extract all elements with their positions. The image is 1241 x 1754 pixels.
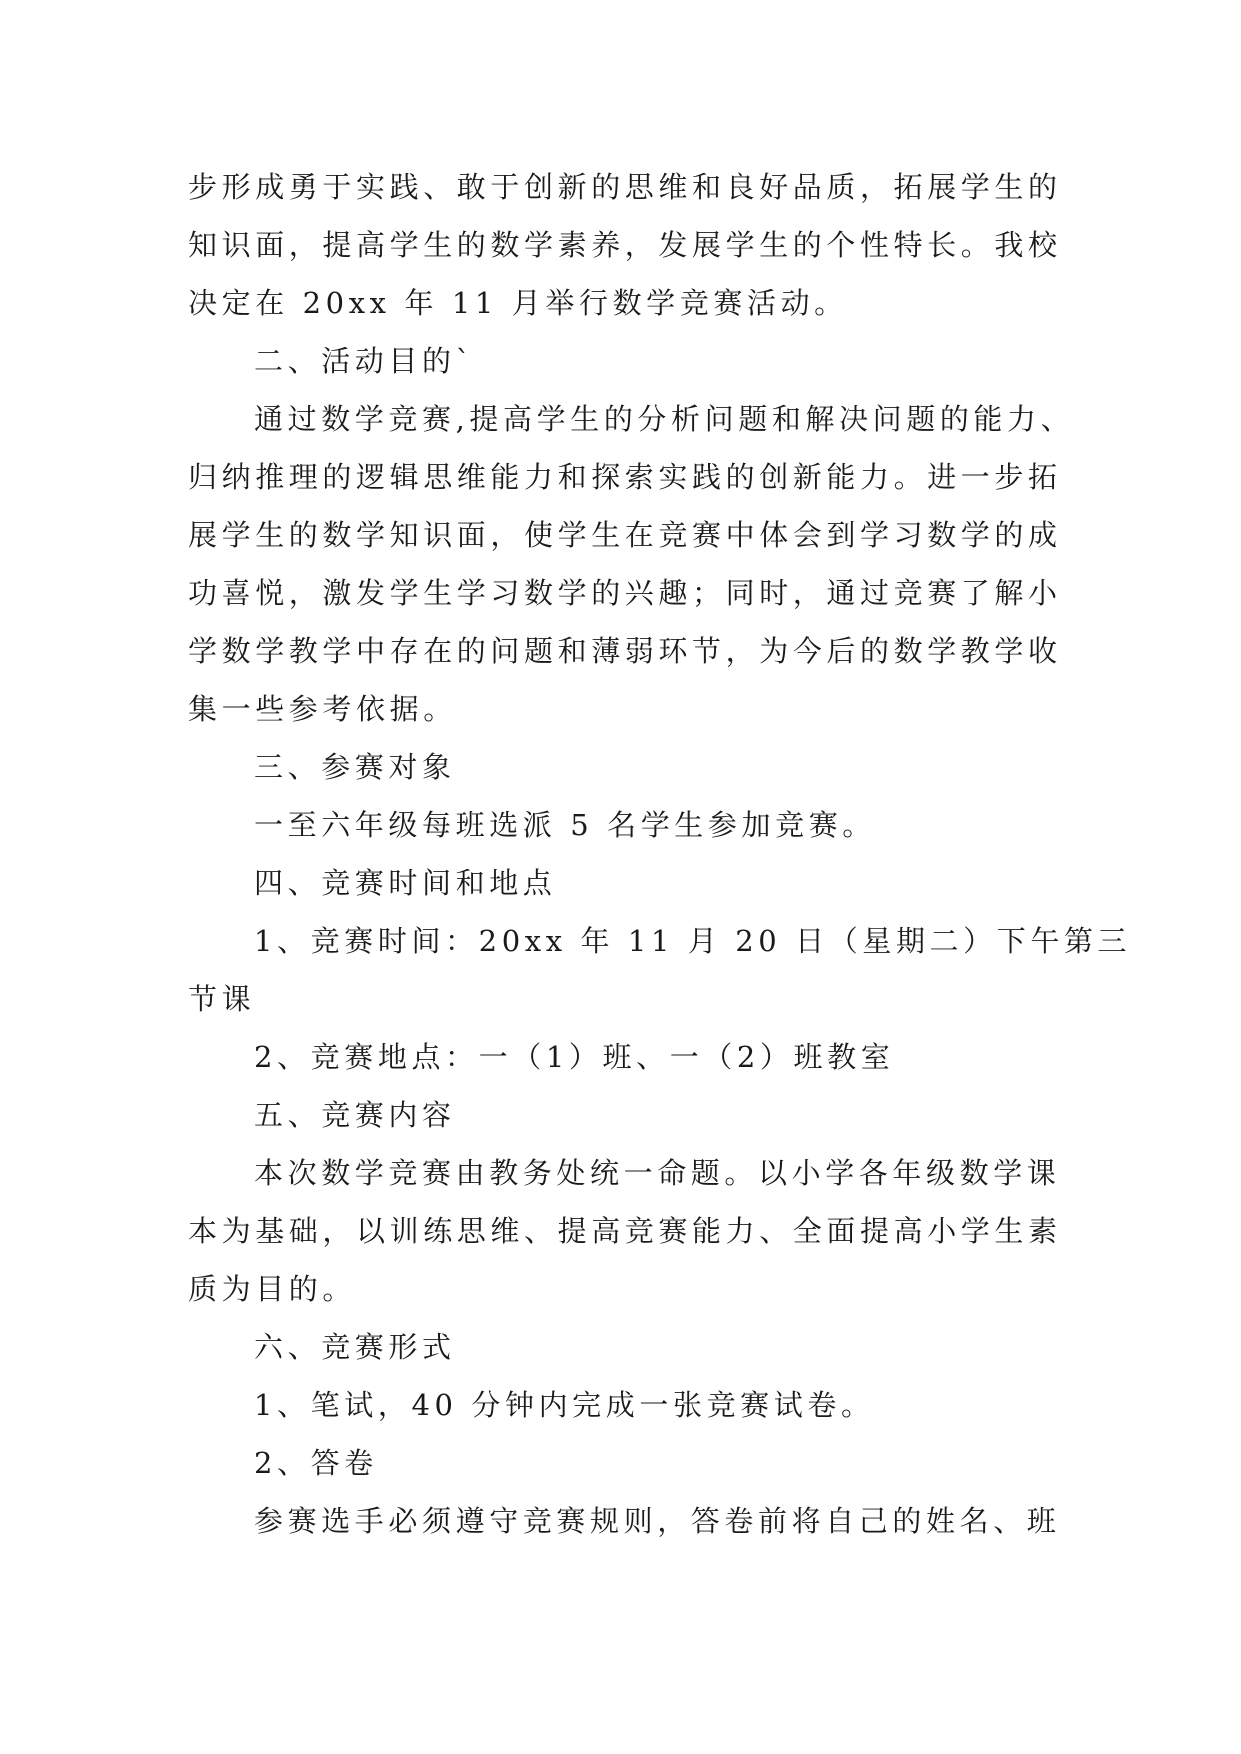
section-heading-format: 六、竞赛形式 — [254, 1330, 456, 1364]
text-line: 节课 — [188, 982, 256, 1016]
text-line: 通过数学竞赛,提高学生的分析问题和解决问题的能力、 — [254, 402, 1075, 436]
text-line: 集一些参考依据。 — [188, 692, 457, 726]
text-line: 归纳推理的逻辑思维能力和探索实践的创新能力。进一步拓 — [188, 460, 1062, 494]
text-line: 本为基础，以训练思维、提高竞赛能力、全面提高小学生素 — [188, 1214, 1062, 1248]
section-heading-time-place: 四、竞赛时间和地点 — [254, 866, 557, 900]
section-heading-objectives: 二、活动目的` — [254, 344, 475, 378]
text-line: 决定在 20xx 年 11 月举行数学竞赛活动。 — [188, 286, 848, 320]
text-line: 1、竞赛时间：20xx 年 11 月 20 日（星期二）下午第三 — [254, 924, 1132, 958]
text-line: 本次数学竞赛由教务处统一命题。以小学各年级数学课 — [254, 1156, 1061, 1190]
text-line: 功喜悦，激发学生学习数学的兴趣；同时，通过竞赛了解小 — [188, 576, 1062, 610]
section-heading-participants: 三、参赛对象 — [254, 750, 456, 784]
text-line: 步形成勇于实践、敢于创新的思维和良好品质，拓展学生的 — [188, 170, 1062, 204]
text-line: 2、答卷 — [254, 1446, 378, 1480]
text-line: 参赛选手必须遵守竞赛规则，答卷前将自己的姓名、班 — [254, 1504, 1061, 1538]
text-line: 质为目的。 — [188, 1272, 357, 1306]
text-line: 一至六年级每班选派 5 名学生参加竞赛。 — [254, 808, 876, 842]
text-line: 1、笔试，40 分钟内完成一张竞赛试卷。 — [254, 1388, 875, 1422]
text-line: 知识面，提高学生的数学素养，发展学生的个性特长。我校 — [188, 228, 1062, 262]
text-line: 学数学教学中存在的问题和薄弱环节，为今后的数学教学收 — [188, 634, 1062, 668]
text-line: 展学生的数学知识面，使学生在竞赛中体会到学习数学的成 — [188, 518, 1062, 552]
document-body — [188, 158, 1132, 1550]
text-line: 2、竞赛地点：一（1）班、一（2）班教室 — [254, 1040, 895, 1074]
section-heading-content: 五、竞赛内容 — [254, 1098, 456, 1132]
